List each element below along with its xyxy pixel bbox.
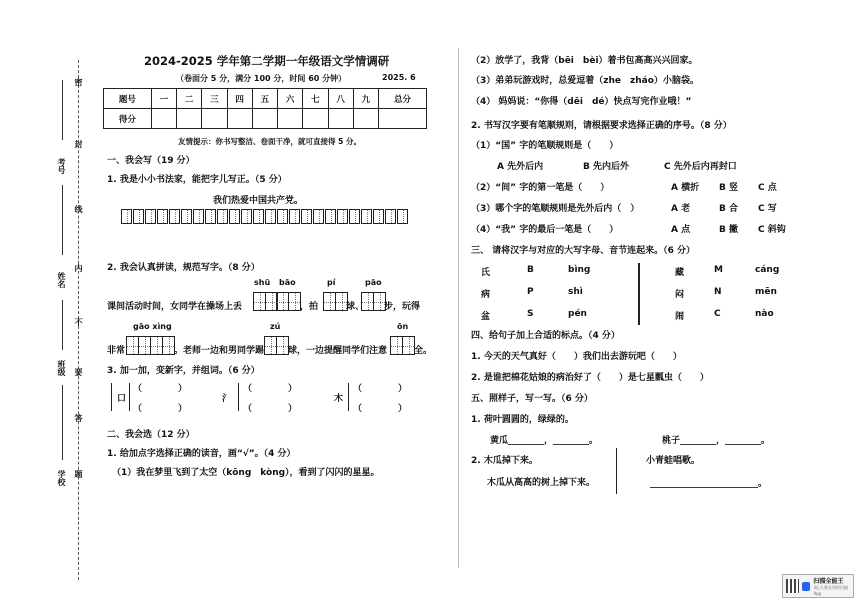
example-sentence: 小青蛙唱歌。 [646,456,701,466]
seal-char: 内 [74,264,83,272]
score-header-cell: 七 [303,89,328,109]
option: B 先内后外 [583,162,629,172]
qr-icon [786,579,799,593]
score-cell[interactable] [328,109,353,129]
answer-blank[interactable]: （ ） [133,404,188,414]
punctuation-item: 2. 是谁把棉花姑娘的病治好了（ ）是七星瓢虫（ ） [471,373,709,383]
match-letter: S [527,309,534,319]
bracket-line [238,383,239,411]
option: B 竖 [719,183,738,193]
sentence-text: 全。 [414,346,433,356]
answer-line[interactable]: ________________________。 [650,479,768,489]
answer-blank[interactable]: （ ） [353,404,408,414]
score-cell[interactable] [202,109,227,129]
class-label: 班级 [57,360,66,376]
name-label: 姓名 [57,272,66,288]
match-pinyin: pén [568,309,587,319]
tianzi-box[interactable] [276,292,301,311]
score-cell[interactable] [303,109,328,129]
radical: 氵 [222,394,232,404]
pinyin: shū [254,278,271,287]
match-hanzi: 闹 [675,312,685,322]
match-letter: B [527,265,534,275]
pinyin: zú [270,322,281,331]
tianzi-box[interactable] [323,292,348,311]
seal-char: 答 [74,414,83,422]
bracket-line [129,383,130,411]
seal-char: 封 [74,140,83,148]
example-sentence: 1. 荷叶圆圆的，绿绿的。 [471,415,574,425]
exam-date: 2025. 6 [382,73,416,82]
q1-prompt: 1. 我是小小书法家，能把字儿写正。（5 分） [107,175,287,185]
score-cell[interactable] [252,109,277,129]
sentence-text: 非常 [107,346,126,356]
option: C 先外后内再封口 [664,162,737,172]
number-label: 考号 [57,158,66,174]
punctuation-item: 1. 今天的天气真好（ ）我们出去游玩吧（ ） [471,352,682,362]
option: B 撇 [719,225,738,235]
q4-item: （1）我在梦里飞到了太空（kōng kòng），看到了闪闪的星星。 [112,468,380,478]
q5-item: （2）“间” 字的第一笔是（ ） [471,183,610,193]
scanner-watermark [782,574,854,598]
pinyin: gāo xìng [133,322,172,331]
example-sentence: 2. 木瓜掉下来。 [471,456,538,466]
match-letter: C [714,309,721,319]
q4-prompt: 1. 给加点字选择正确的读音，画“√”。（4 分） [107,449,296,459]
answer-blank[interactable]: （ ） [243,384,298,394]
sentence-text: ，拍 [300,302,319,312]
score-header-cell: 题号 [104,89,152,109]
score-cell[interactable] [151,109,176,129]
seal-char: 密 [74,78,83,86]
bracket-line [348,383,349,411]
page-divider [458,48,459,568]
q4-item: （2）放学了，我背（bēi bèi）着书包高高兴兴回家。 [471,56,698,66]
app-logo-icon [802,582,810,591]
option: C 斜钩 [758,225,786,235]
example-sentence: 木瓜从高高的树上掉下来。 [487,478,596,488]
match-pinyin: mēn [755,287,777,297]
answer-blank[interactable]: （ ） [243,404,298,414]
score-header-cell: 四 [227,89,252,109]
option: B 合 [719,204,738,214]
sentence-text: 。老师一边和男同学踢 [174,346,265,356]
option: A 点 [671,225,691,235]
section-4-heading: 四、给句子加上合适的标点。（4 分） [471,331,620,341]
score-cell[interactable] [177,109,202,129]
match-hanzi: 闷 [675,290,685,300]
option: A 横折 [671,183,700,193]
score-cell[interactable] [278,109,303,129]
tianzi-box[interactable] [264,336,289,355]
q4-item: （3）弟弟玩游戏时，总爱逗着（zhe zháo）小脑袋。 [471,76,699,86]
section-3-heading: 三、 请将汉字与对应的大写字母、音节连起来。（6 分） [471,246,696,256]
match-pinyin: shì [568,287,583,297]
score-header-cell: 三 [202,89,227,109]
score-header-cell: 五 [252,89,277,109]
match-hanzi: 藏 [675,268,685,278]
section-2-heading: 二、我会选（12 分） [107,430,195,440]
watermark-sub: 3亿人都在用的扫描App [813,585,849,596]
seal-char: 题 [74,470,83,478]
match-hanzi: 病 [481,290,491,300]
seal-char: 线 [74,205,83,213]
answer-blank[interactable]: （ ） [133,384,188,394]
match-divider [638,263,640,325]
option: A 先外后内 [497,162,544,172]
q4-item: （4） 妈妈说：“你得（děi dé）快点写完作业哦！” [471,97,692,107]
match-pinyin: nào [755,309,774,319]
sentence-text: 课间活动时间，女同学在操场上丢 [107,302,243,312]
page-title: 2024-2025 学年第二学期一年级语文学情调研 [144,54,390,68]
score-header-cell: 一 [151,89,176,109]
bracket-line [111,383,112,411]
sentence-text: 球、 [346,302,365,312]
tianzi-box[interactable] [126,336,151,355]
sentence-text: 步，玩得 [384,302,421,312]
answer-line[interactable]: 桃子________，________。 [662,436,771,446]
pinyin: bāo [279,278,296,287]
option: A 老 [671,204,691,214]
answer-line[interactable]: 黄瓜________，________。 [490,436,599,446]
match-pinyin: bìng [568,265,591,275]
school-label: 学校 [57,470,66,486]
match-hanzi: 氏 [481,268,491,278]
sentence-text: 球，一边提醒同学们注意 [288,346,388,356]
seal-char: 要 [74,368,83,376]
watermark-app: 扫描全能王 [813,578,844,585]
radical: 木 [334,394,344,404]
tianzi-box[interactable] [390,336,415,355]
q5-item: （3）哪个字的笔顺规则是先外后内（ ） [471,204,640,214]
score-header-cell: 八 [328,89,353,109]
score-header-cell: 总分 [379,89,427,109]
copy-grid[interactable] [121,209,409,224]
tianzi-box[interactable] [150,336,175,355]
seal-char: 不 [74,318,83,326]
match-hanzi: 盆 [481,312,491,322]
q1-sentence: 我们热爱中国共产党。 [213,196,304,206]
option: C 写 [758,204,777,214]
match-letter: N [714,287,722,297]
tianzi-box[interactable] [253,292,278,311]
section-5-heading: 五、照样子，写一写。（6 分） [471,394,593,404]
score-header-cell: 九 [353,89,378,109]
score-cell[interactable] [227,109,252,129]
answer-blank[interactable]: （ ） [353,384,408,394]
score-cell[interactable] [379,109,427,129]
pinyin: ōn [397,322,409,331]
score-table [103,88,427,129]
match-pinyin: cáng [755,265,780,275]
q2-prompt: 2. 我会认真拼读，规范写字。（8 分） [107,263,260,273]
match-letter: M [714,265,723,275]
q5-prompt: 2. 书写汉字要有笔顺规则，请根据要求选择正确的序号。（8 分） [471,121,732,131]
section-1-heading: 一、我会写（19 分） [107,156,195,166]
score-cell[interactable] [353,109,378,129]
q5-item: （1）“国” 字的笔顺规则是（ ） [471,141,619,151]
match-letter: P [527,287,534,297]
pinyin: pāo [365,278,382,287]
friendly-tip: 友情提示：你书写整洁、卷面干净，就可直接得 5 分。 [178,137,361,146]
example-divider [616,448,617,494]
score-header-cell: 二 [177,89,202,109]
tianzi-box[interactable] [361,292,386,311]
score-header-cell: 六 [278,89,303,109]
option: C 点 [758,183,777,193]
score-row-label: 得分 [104,109,152,129]
radical: 口 [117,394,127,404]
page-subtitle: （卷面分 5 分，满分 100 分，时间 60 分钟） [176,74,347,83]
q3-prompt: 3. 加一加，变新字，并组词。（6 分） [107,366,260,376]
q5-item: （4）“我” 字的最后一笔是（ ） [471,225,619,235]
pinyin: pí [327,278,336,287]
